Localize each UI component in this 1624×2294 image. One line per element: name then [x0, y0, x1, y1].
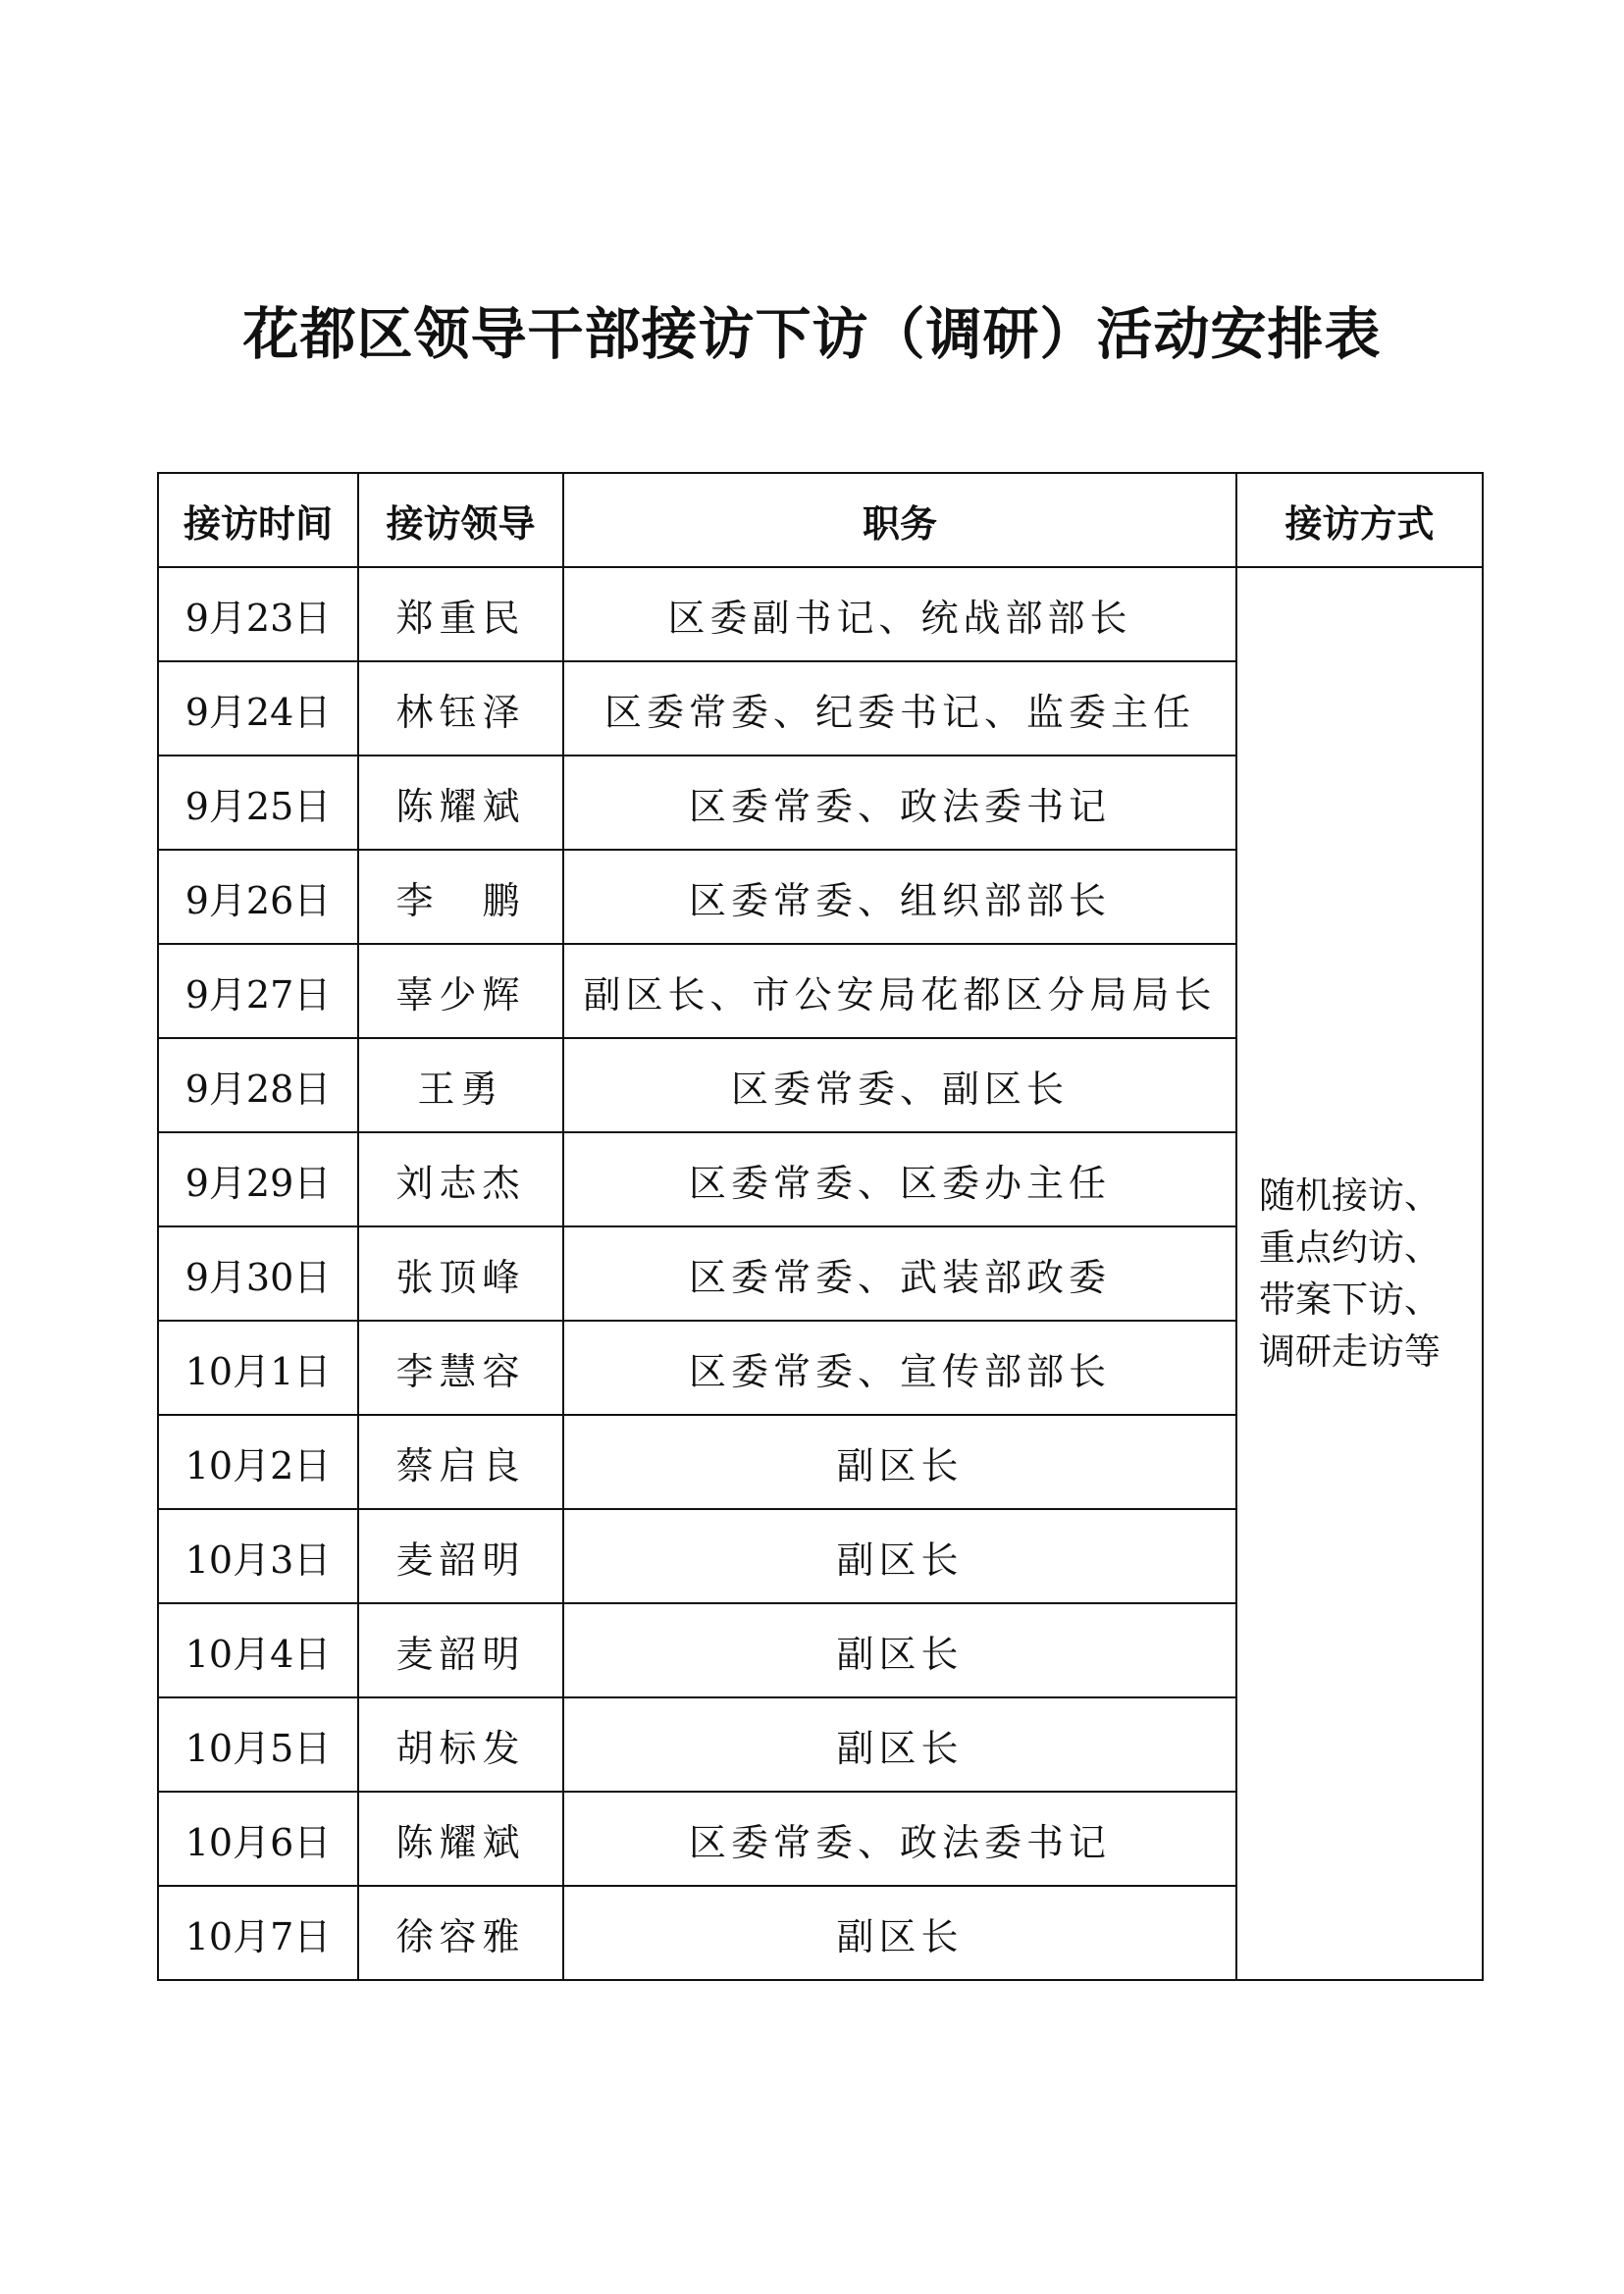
header-leader: 接访领导 [358, 473, 563, 567]
date-cell: 10月6日 [158, 1792, 358, 1886]
method-line: 带案下访、 [1259, 1278, 1441, 1321]
date-cell: 9月30日 [158, 1226, 358, 1321]
date-cell: 9月25日 [158, 756, 358, 850]
date-cell: 10月1日 [158, 1321, 358, 1415]
position-cell: 区委常委、纪委书记、监委主任 [563, 661, 1236, 756]
header-date: 接访时间 [158, 473, 358, 567]
position-cell: 区委常委、宣传部部长 [563, 1321, 1236, 1415]
schedule-table [157, 472, 1484, 1981]
leader-cell: 麦韶明 [358, 1509, 563, 1603]
position-cell: 区委常委、副区长 [563, 1038, 1236, 1132]
leader-cell: 陈耀斌 [358, 1792, 563, 1886]
leader-cell: 辜少辉 [358, 944, 563, 1038]
position-cell: 副区长 [563, 1603, 1236, 1697]
date-cell: 9月26日 [158, 850, 358, 944]
leader-cell: 蔡启良 [358, 1415, 563, 1509]
date-cell: 9月27日 [158, 944, 358, 1038]
position-cell: 区委常委、武装部政委 [563, 1226, 1236, 1321]
position-cell: 副区长、市公安局花都区分局局长 [563, 944, 1236, 1038]
document-title: 花都区领导干部接访下访（调研）活动安排表 [242, 301, 1382, 367]
method-line: 调研走访等 [1259, 1330, 1441, 1373]
date-cell: 10月4日 [158, 1603, 358, 1697]
date-cell: 10月7日 [158, 1886, 358, 1980]
date-cell: 9月23日 [158, 567, 358, 661]
method-line: 随机接访、 [1259, 1174, 1441, 1217]
leader-cell: 麦韶明 [358, 1603, 563, 1697]
method-line: 重点约访、 [1259, 1226, 1441, 1269]
position-cell: 区委常委、区委办主任 [563, 1132, 1236, 1226]
leader-cell: 刘志杰 [358, 1132, 563, 1226]
leader-cell: 林钰泽 [358, 661, 563, 756]
date-cell: 9月28日 [158, 1038, 358, 1132]
date-cell: 10月2日 [158, 1415, 358, 1509]
position-cell: 区委常委、政法委书记 [563, 756, 1236, 850]
position-cell: 副区长 [563, 1697, 1236, 1792]
leader-cell: 王勇 [358, 1038, 563, 1132]
leader-cell: 郑重民 [358, 567, 563, 661]
leader-cell: 陈耀斌 [358, 756, 563, 850]
position-cell: 区委常委、组织部部长 [563, 850, 1236, 944]
date-cell: 10月3日 [158, 1509, 358, 1603]
position-cell: 区委副书记、统战部部长 [563, 567, 1236, 661]
table-row [158, 567, 1483, 661]
header-position: 职务 [563, 473, 1236, 567]
leader-cell: 张顶峰 [358, 1226, 563, 1321]
leader-cell: 李慧容 [358, 1321, 563, 1415]
position-cell: 副区长 [563, 1509, 1236, 1603]
date-cell: 9月29日 [158, 1132, 358, 1226]
position-cell: 副区长 [563, 1415, 1236, 1509]
header-row [158, 473, 1483, 567]
position-cell: 区委常委、政法委书记 [563, 1792, 1236, 1886]
leader-cell: 徐容雅 [358, 1886, 563, 1980]
date-cell: 10月5日 [158, 1697, 358, 1792]
method-cell [1236, 567, 1483, 1980]
date-cell: 9月24日 [158, 661, 358, 756]
leader-cell: 胡标发 [358, 1697, 563, 1792]
header-method: 接访方式 [1236, 473, 1483, 567]
position-cell: 副区长 [563, 1886, 1236, 1980]
leader-cell: 李 鹏 [358, 850, 563, 944]
